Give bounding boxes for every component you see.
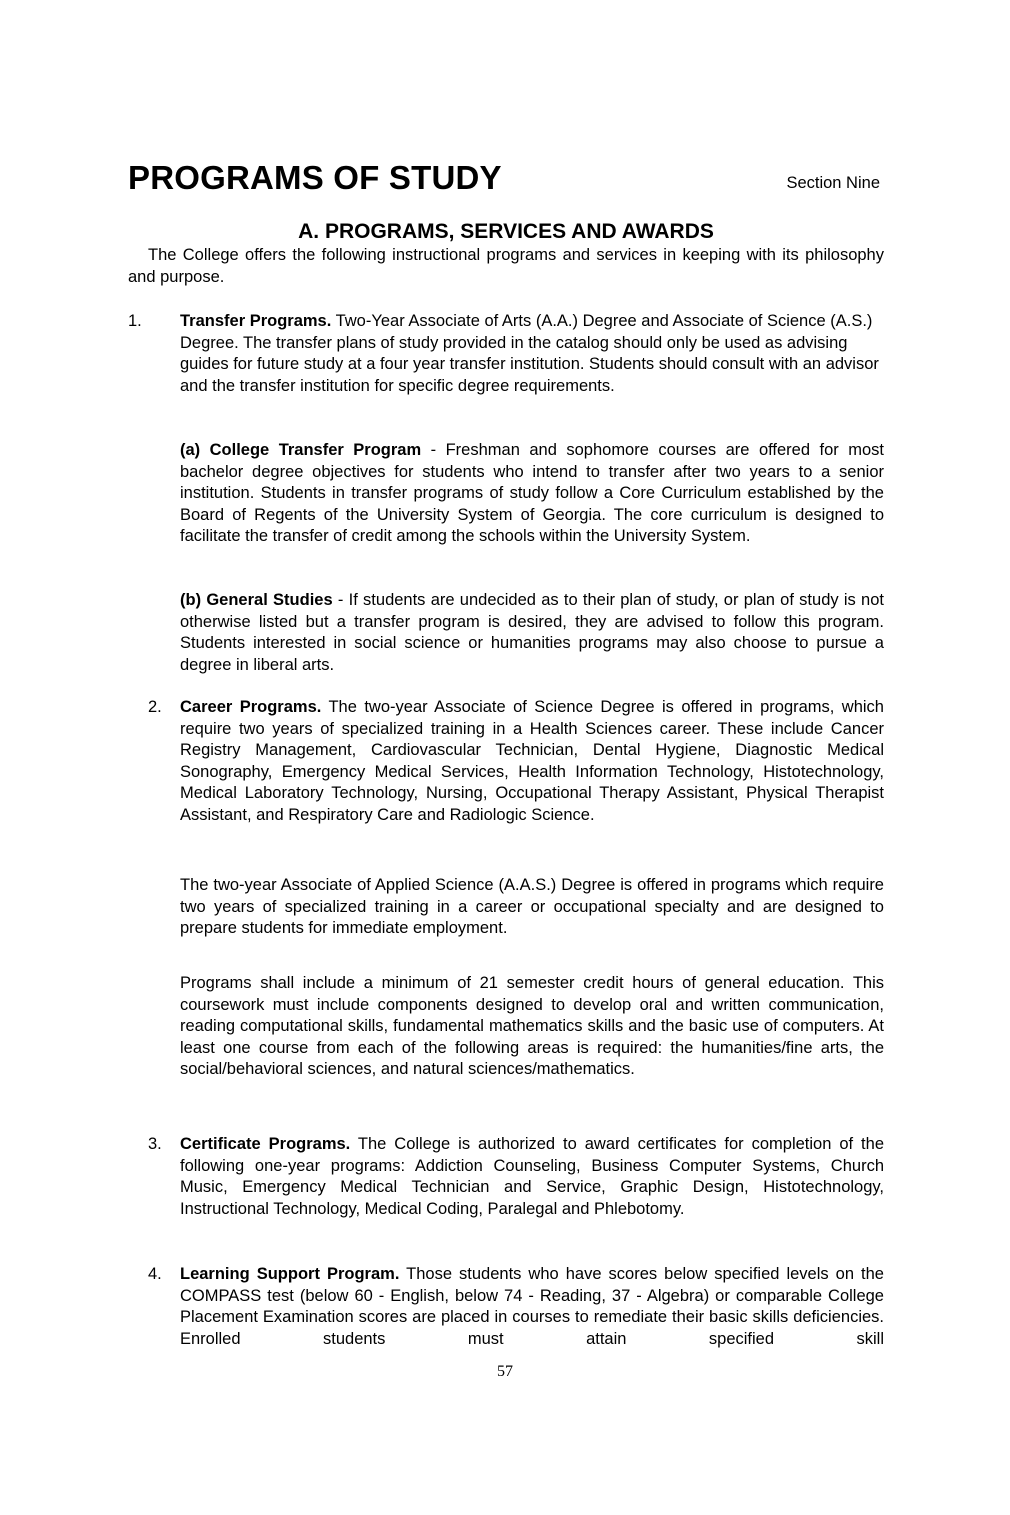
page-number: 57 (497, 1363, 513, 1380)
item-text: The two-year Associate of Science Degree is offered in programs, which require two years of specialized training in a Health Sciences career. These include Cancer Registry Management, Cardiovascular Technician, Dental Hygiene, Diagnostic Medical Sonography, Emergency Medical Services, Health Information Technology, Histotechnology, Medical Laboratory Technology, Nursing, Occupational Therapy Assistant, Physical Therapist Assistant, and Respiratory Care and Radiologic Science. (180, 698, 884, 824)
item-title: Certificate Programs. (180, 1135, 351, 1153)
section-heading: A. PROGRAMS, SERVICES AND AWARDS (298, 220, 714, 243)
item-number: 2. (148, 698, 162, 716)
item-title: Learning Support Program. (180, 1265, 400, 1283)
sub-paragraph-college-transfer (180, 440, 884, 548)
page-title: PROGRAMS OF STUDY (128, 159, 502, 196)
section-label: Section Nine (786, 174, 880, 192)
item-title: Transfer Programs. (180, 312, 332, 330)
item-paragraph-gen-ed: Programs shall include a minimum of 21 semester credit hours of general education. This coursework must include components designed to develop oral and written communication, reading computational skills, fundamental mathematics skills and the basic use of computers. At least one course from each of the following areas is required: the humanities/fine arts, the social/behavioral sciences, and natural sciences/mathematics. (180, 974, 884, 1078)
item-number: 1. (128, 312, 142, 330)
item-paragraph (180, 311, 884, 397)
item-title: Career Programs. (180, 698, 322, 716)
item-text: Those students who have scores below specified levels on the COMPASS test (below 60 - English, below 74 - Reading, 37 - Algebra) or comparable College Placement Examination scores are placed in courses to remediate their basic skills deficiencies. Enrolled students must attain specified skill (180, 1265, 884, 1348)
sub-title: (b) General Studies (180, 591, 333, 609)
sub-text: - Freshman and sophomore courses are offered for most bachelor degree objectives for students who intend to transfer after two years to a senior institution. Students in transfer programs of study follow a Core Curriculum established by the Board of Regents of the University System of Georgia. The core curriculum is designed to facilitate the transfer of credit among the schools within the University System. (180, 441, 884, 545)
item-paragraph (180, 1134, 884, 1220)
sub-paragraph-general-studies (180, 590, 884, 676)
item-number: 3. (148, 1135, 162, 1153)
sub-text: - If students are undecided as to their plan of study, or plan of study is not otherwise listed but a transfer program is desired, they are advised to follow this program. Students interested in social science or humanities programs may also choose to pursue a degree in liberal arts. (180, 591, 884, 674)
sub-title: (a) College Transfer Program (180, 441, 422, 459)
intro-paragraph: The College offers the following instructional programs and services in keeping with its philosophy and purpose. (128, 246, 884, 286)
item-number: 4. (148, 1265, 162, 1283)
item-text: Two-Year Associate of Arts (A.A.) Degree and Associate of Science (A.S.) Degree. The transfer plans of study provided in the catalog should only be used as advising guides for future study at a four year transfer institution. Students should consult with an advisor and the transfer institution for specific degree requirements. (180, 312, 879, 395)
item-text: The College is authorized to award certificates for completion of the following one-year programs: Addiction Counseling, Business Computer Systems, Church Music, Emergency Medical Technician and Service, Graphic Design, Histotechnology, Instructional Technology, Medical Coding, Paralegal and Phlebotomy. (180, 1135, 884, 1218)
item-paragraph (180, 1264, 884, 1350)
page-header (128, 158, 880, 198)
item-paragraph (180, 697, 884, 826)
item-paragraph-aas: The two-year Associate of Applied Science (A.A.S.) Degree is offered in programs which require two years of specialized training in a career or occupational specialty and are designed to prepare students for immediate employment. (180, 876, 884, 937)
